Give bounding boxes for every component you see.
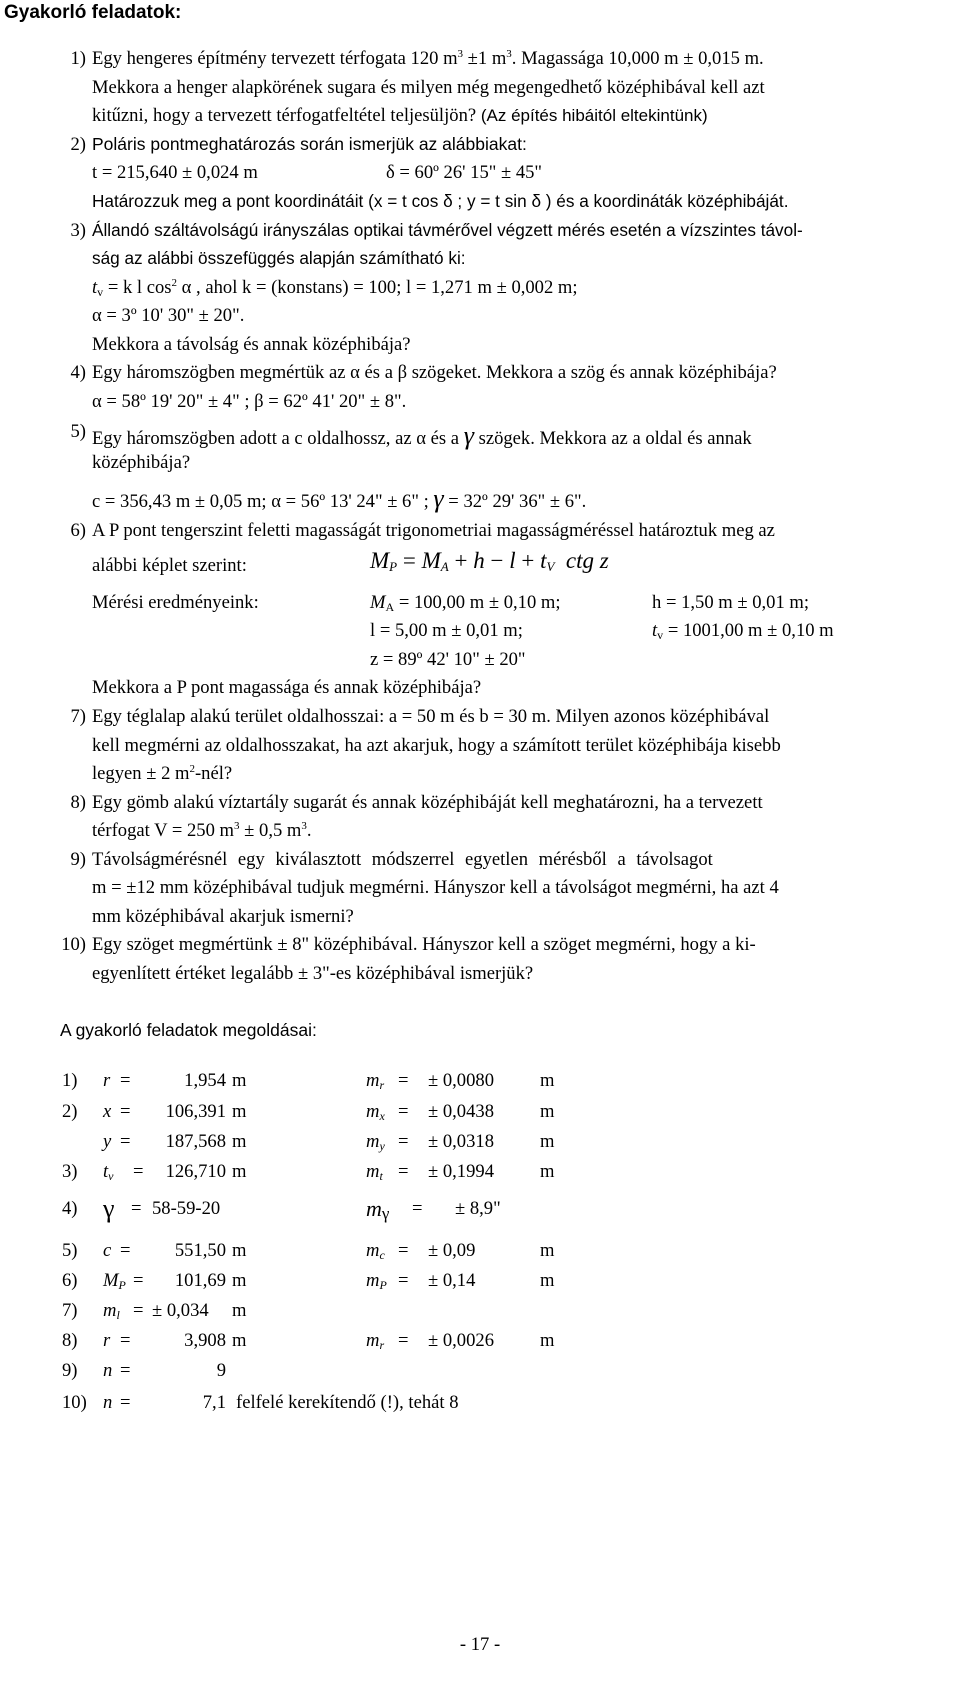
solution-error-variable: $m_P$ [366, 1270, 387, 1292]
problem-6-z-value: z = 89º 42' 10" ± 20" [370, 649, 526, 670]
page-number: - 17 - [459, 1634, 501, 1655]
solution-error-subscript: r [379, 1338, 385, 1352]
solution-error-variable: $m_r$ [366, 1070, 385, 1092]
problem-8-line-1: Egy gömb alakú víztartály sugarát és annak középhibáját kell meghatározni, ha a tervezett [92, 792, 763, 813]
solution-equals: = [120, 1101, 131, 1122]
solution-variable-subscript: l [116, 1308, 120, 1322]
solution-variable: c [103, 1240, 112, 1261]
problem-1-number: 1) [70, 48, 86, 69]
solution-number: 6) [62, 1270, 78, 1291]
problem-6-line-1: A P pont tengerszint feletti magasságát trigonometriai magasságméréssel határoztuk meg az [92, 520, 775, 541]
solution-value: 106,391 [165, 1101, 226, 1122]
problem-9-line-3: mm középhibával akarjuk ismerni? [92, 906, 354, 927]
solution-error-subscript: P [379, 1278, 387, 1292]
solution-error-value: ± 0,1994 [428, 1161, 494, 1182]
solution-error-variable: $m_\gamma$ [366, 1196, 390, 1223]
solution-equals: = [120, 1330, 131, 1351]
solution-error-subscript: y [379, 1139, 385, 1153]
solution-value: 187,568 [165, 1131, 226, 1152]
solution-error-equals: = [398, 1161, 409, 1182]
solution-unit: m [232, 1101, 247, 1122]
solution-number: 2) [62, 1101, 78, 1122]
solution-error-variable: $m_y$ [366, 1131, 385, 1153]
solution-error-subscript: c [379, 1248, 385, 1262]
solution-error-unit: m [540, 1161, 555, 1182]
solution-variable-subscript: P [118, 1278, 126, 1292]
solution-value: 101,69 [174, 1270, 226, 1291]
solution-number: 10) [62, 1392, 87, 1413]
solution-variable: n [103, 1360, 113, 1381]
problem-6-h-value: h = 1,50 m ± 0,01 m; [652, 592, 810, 613]
problem-6-ma-value: $M_A = 100,00$ m ± 0,10 m; [370, 592, 561, 614]
solution-error-unit: m [540, 1131, 555, 1152]
solution-error-unit: m [540, 1330, 555, 1351]
solution-variable: $t_v$ [103, 1161, 114, 1183]
solution-error-value: ± 0,09 [428, 1240, 476, 1261]
solution-equals: = [133, 1300, 144, 1321]
problem-10-number: 10) [61, 934, 86, 955]
problem-2-line-3: Határozzuk meg a pont koordinátáit (x = t cos δ ; y = t sin δ ) és a koordináták középhibáját. [92, 191, 789, 211]
solution-unit: m [232, 1300, 247, 1321]
problem-10-line-2: egyenlített értéket legalább ± 3"-es középhibával ismerjük? [92, 963, 534, 984]
solution-error-value: ± 0,0080 [428, 1070, 494, 1091]
solution-error-unit: m [540, 1101, 555, 1122]
solution-value: 9 [216, 1360, 226, 1381]
solution-error-variable: $m_x$ [366, 1101, 385, 1123]
problem-9-number: 9) [70, 849, 86, 870]
solution-number: 7) [62, 1300, 78, 1321]
solution-error-equals: = [398, 1070, 409, 1091]
solution-value: 58-59-20 [152, 1198, 221, 1219]
solution-error-value: ± 0,0026 [428, 1330, 494, 1351]
problem-7-number: 7) [70, 706, 86, 727]
solution-unit: m [232, 1070, 247, 1091]
problem-3-number: 3) [70, 220, 86, 241]
solution-error-subscript: t [379, 1169, 383, 1183]
solution-unit: m [232, 1270, 247, 1291]
solutions-title: A gyakorló feladatok megoldásai: [60, 1020, 317, 1040]
problem-9-line-1: Távolságmérésnél egy kiválasztott módszerrel egyetlen mérésből a távolsagot [92, 849, 713, 870]
solution-number: 4) [62, 1198, 78, 1219]
solution-equals: = [131, 1198, 142, 1219]
solution-equals: = [120, 1392, 131, 1413]
problem-6-number: 6) [70, 520, 86, 541]
problem-2-delta-value: δ = 60º 26' 15" ± 45" [386, 162, 543, 183]
problem-6-l-value: l = 5,00 m ± 0,01 m; [370, 620, 523, 641]
solution-error-value: ± 0,14 [428, 1270, 476, 1291]
solution-variable: $M_P$ [103, 1270, 126, 1292]
solution-equals: = [120, 1240, 131, 1261]
solution-error-variable: $m_c$ [366, 1240, 385, 1262]
problem-6-measured-label: Mérési eredményeink: [92, 592, 259, 613]
solution-variable: n [103, 1392, 113, 1413]
solution-unit: m [232, 1240, 247, 1261]
solution-error-subscript: γ [381, 1204, 390, 1223]
solution-error-value: ± 0,0318 [428, 1131, 494, 1152]
problem-4-line-1: Egy háromszögben megmértük az α és a β szögeket. Mekkora a szög és annak középhibája? [92, 362, 777, 383]
problem-5-number: 5) [70, 421, 86, 442]
problem-2-number: 2) [70, 134, 86, 155]
solution-error-equals: = [398, 1101, 409, 1122]
problem-3-line-4: α = 3º 10' 30" ± 20". [92, 305, 245, 326]
problem-4-line-2: α = 58º 19' 20" ± 4" ; β = 62º 41' 20" ± 8". [92, 391, 407, 412]
problem-6-question: Mekkora a P pont magassága és annak középhibája? [92, 677, 482, 698]
solution-error-unit: m [540, 1240, 555, 1261]
solution-equals: = [133, 1270, 144, 1291]
problem-6-tv-value: $t_v = 1001,00$ m ± 0,10 m [652, 620, 834, 642]
problem-1-line-1: Egy hengeres építmény tervezett térfogata 120 $m^3 \pm 1$ $m^3$. Magassága 10,000 m ± 0,015 m. [92, 48, 764, 69]
solution-error-subscript: x [379, 1109, 385, 1123]
problem-3-line-3: $t_v = k$ l $\cos^2 \alpha$ , ahol k = (konstans) = 100; l = 1,271 m ± 0,002 m; [92, 277, 578, 299]
solution-error-subscript: r [379, 1078, 385, 1092]
solution-value: 7,1 [202, 1392, 226, 1413]
solution-equals: = [120, 1360, 131, 1381]
solution-number: 3) [62, 1161, 78, 1182]
solution-equals: = [133, 1161, 144, 1182]
solution-variable: y [103, 1131, 112, 1152]
solution-variable: x [103, 1101, 112, 1122]
solution-error-equals: = [398, 1240, 409, 1261]
solution-error-equals: = [398, 1131, 409, 1152]
solution-unit: m [232, 1330, 247, 1351]
solution-variable: γ [103, 1194, 115, 1223]
problem-6-line-2: alábbi képlet szerint: [92, 555, 247, 576]
solution-error-unit: m [540, 1070, 555, 1091]
solution-error-equals: = [398, 1270, 409, 1291]
solution-number: 8) [62, 1330, 78, 1351]
solution-error-unit: m [540, 1270, 555, 1291]
solution-unit: m [232, 1161, 247, 1182]
problem-5-line-2: középhibája? [92, 452, 191, 473]
problem-3-line-2: ság az alábbi összefüggés alapján számítható ki: [92, 248, 466, 268]
problem-8-line-2: térfogat V = 250 $m^3 \pm 0,5$ $m^3$. [92, 820, 312, 841]
solution-variable-subscript: v [108, 1169, 114, 1183]
problem-10-line-1: Egy szöget megmértünk ± 8" középhibával. Hányszor kell a szöget megmérni, hogy a ki- [92, 934, 756, 955]
problem-9-line-2: m = ±12 mm középhibával tudjuk megmérni. Hányszor kell a távolságot megmérni, ha azt 4 [92, 877, 779, 898]
problem-7-line-2: kell megmérni az oldalhosszakat, ha azt akarjuk, hogy a számított terület középhibája kisebb [92, 735, 781, 756]
solution-value: 551,50 [174, 1240, 226, 1261]
problem-5-line-3: c = 356,43 m ± 0,05 m; α = 56º 13' 24" ± 6" ; γ = 32º 29' 36" ± 6". [92, 484, 587, 513]
solution-variable: r [103, 1330, 111, 1351]
solution-error-equals: = [398, 1330, 409, 1351]
problem-1-line-3: kitűzni, hogy a tervezett térfogatfeltétel teljesüljön? (Az építés hibáitól eltekintünk) [92, 105, 708, 126]
problem-7-line-1: Egy téglalap alakú terület oldalhosszai: a = 50 m és b = 30 m. Milyen azonos középhibával [92, 706, 770, 727]
problem-1-line-2: Mekkora a henger alapkörének sugara és milyen még megengedhető középhibával kell azt [92, 77, 765, 98]
problem-5-line-1: Egy háromszögben adott a c oldalhossz, az α és a γ szögek. Mekkora az a oldal és annak [92, 421, 752, 450]
problem-7-line-3: legyen ± 2 $m^2$-nél? [92, 763, 233, 784]
solution-error-equals: = [412, 1198, 423, 1219]
solution-value: 3,908 [184, 1330, 226, 1351]
problem-2-t-value: t = 215,640 ± 0,024 m [92, 162, 258, 183]
page-title: Gyakorló feladatok: [4, 2, 182, 23]
solution-error-variable: $m_t$ [366, 1161, 383, 1183]
problem-3-line-1: Állandó száltávolságú irányszálas optikai távmérővel végzett mérés esetén a vízszintes távol- [92, 220, 803, 240]
solution-value: 1,954 [184, 1070, 226, 1091]
solution-unit: m [232, 1131, 247, 1152]
solution-value: ± 0,034 [152, 1300, 209, 1321]
solution-error-variable: $m_r$ [366, 1330, 385, 1352]
solution-equals: = [120, 1131, 131, 1152]
solution-error-value: ± 8,9" [455, 1198, 501, 1219]
solution-number: 5) [62, 1240, 78, 1261]
solution-value: 126,710 [165, 1161, 226, 1182]
solution-variable: r [103, 1070, 111, 1091]
solution-equals: = [120, 1070, 131, 1091]
problem-3-line-5: Mekkora a távolság és annak középhibája? [92, 334, 411, 355]
problem-6-formula: $M_P = M_A + h - l + t_V$ ctg z [370, 548, 609, 574]
problem-4-number: 4) [70, 362, 86, 383]
solution-unit: felfelé kerekítendő (!), tehát 8 [236, 1392, 459, 1413]
solution-variable: $m_l$ [103, 1300, 120, 1322]
solution-error-value: ± 0,0438 [428, 1101, 494, 1122]
problem-2-line-1: Poláris pontmeghatározás során ismerjük az alábbiakat: [92, 134, 527, 154]
problem-8-number: 8) [70, 792, 86, 813]
solution-number: 1) [62, 1070, 78, 1091]
solution-number: 9) [62, 1360, 78, 1381]
